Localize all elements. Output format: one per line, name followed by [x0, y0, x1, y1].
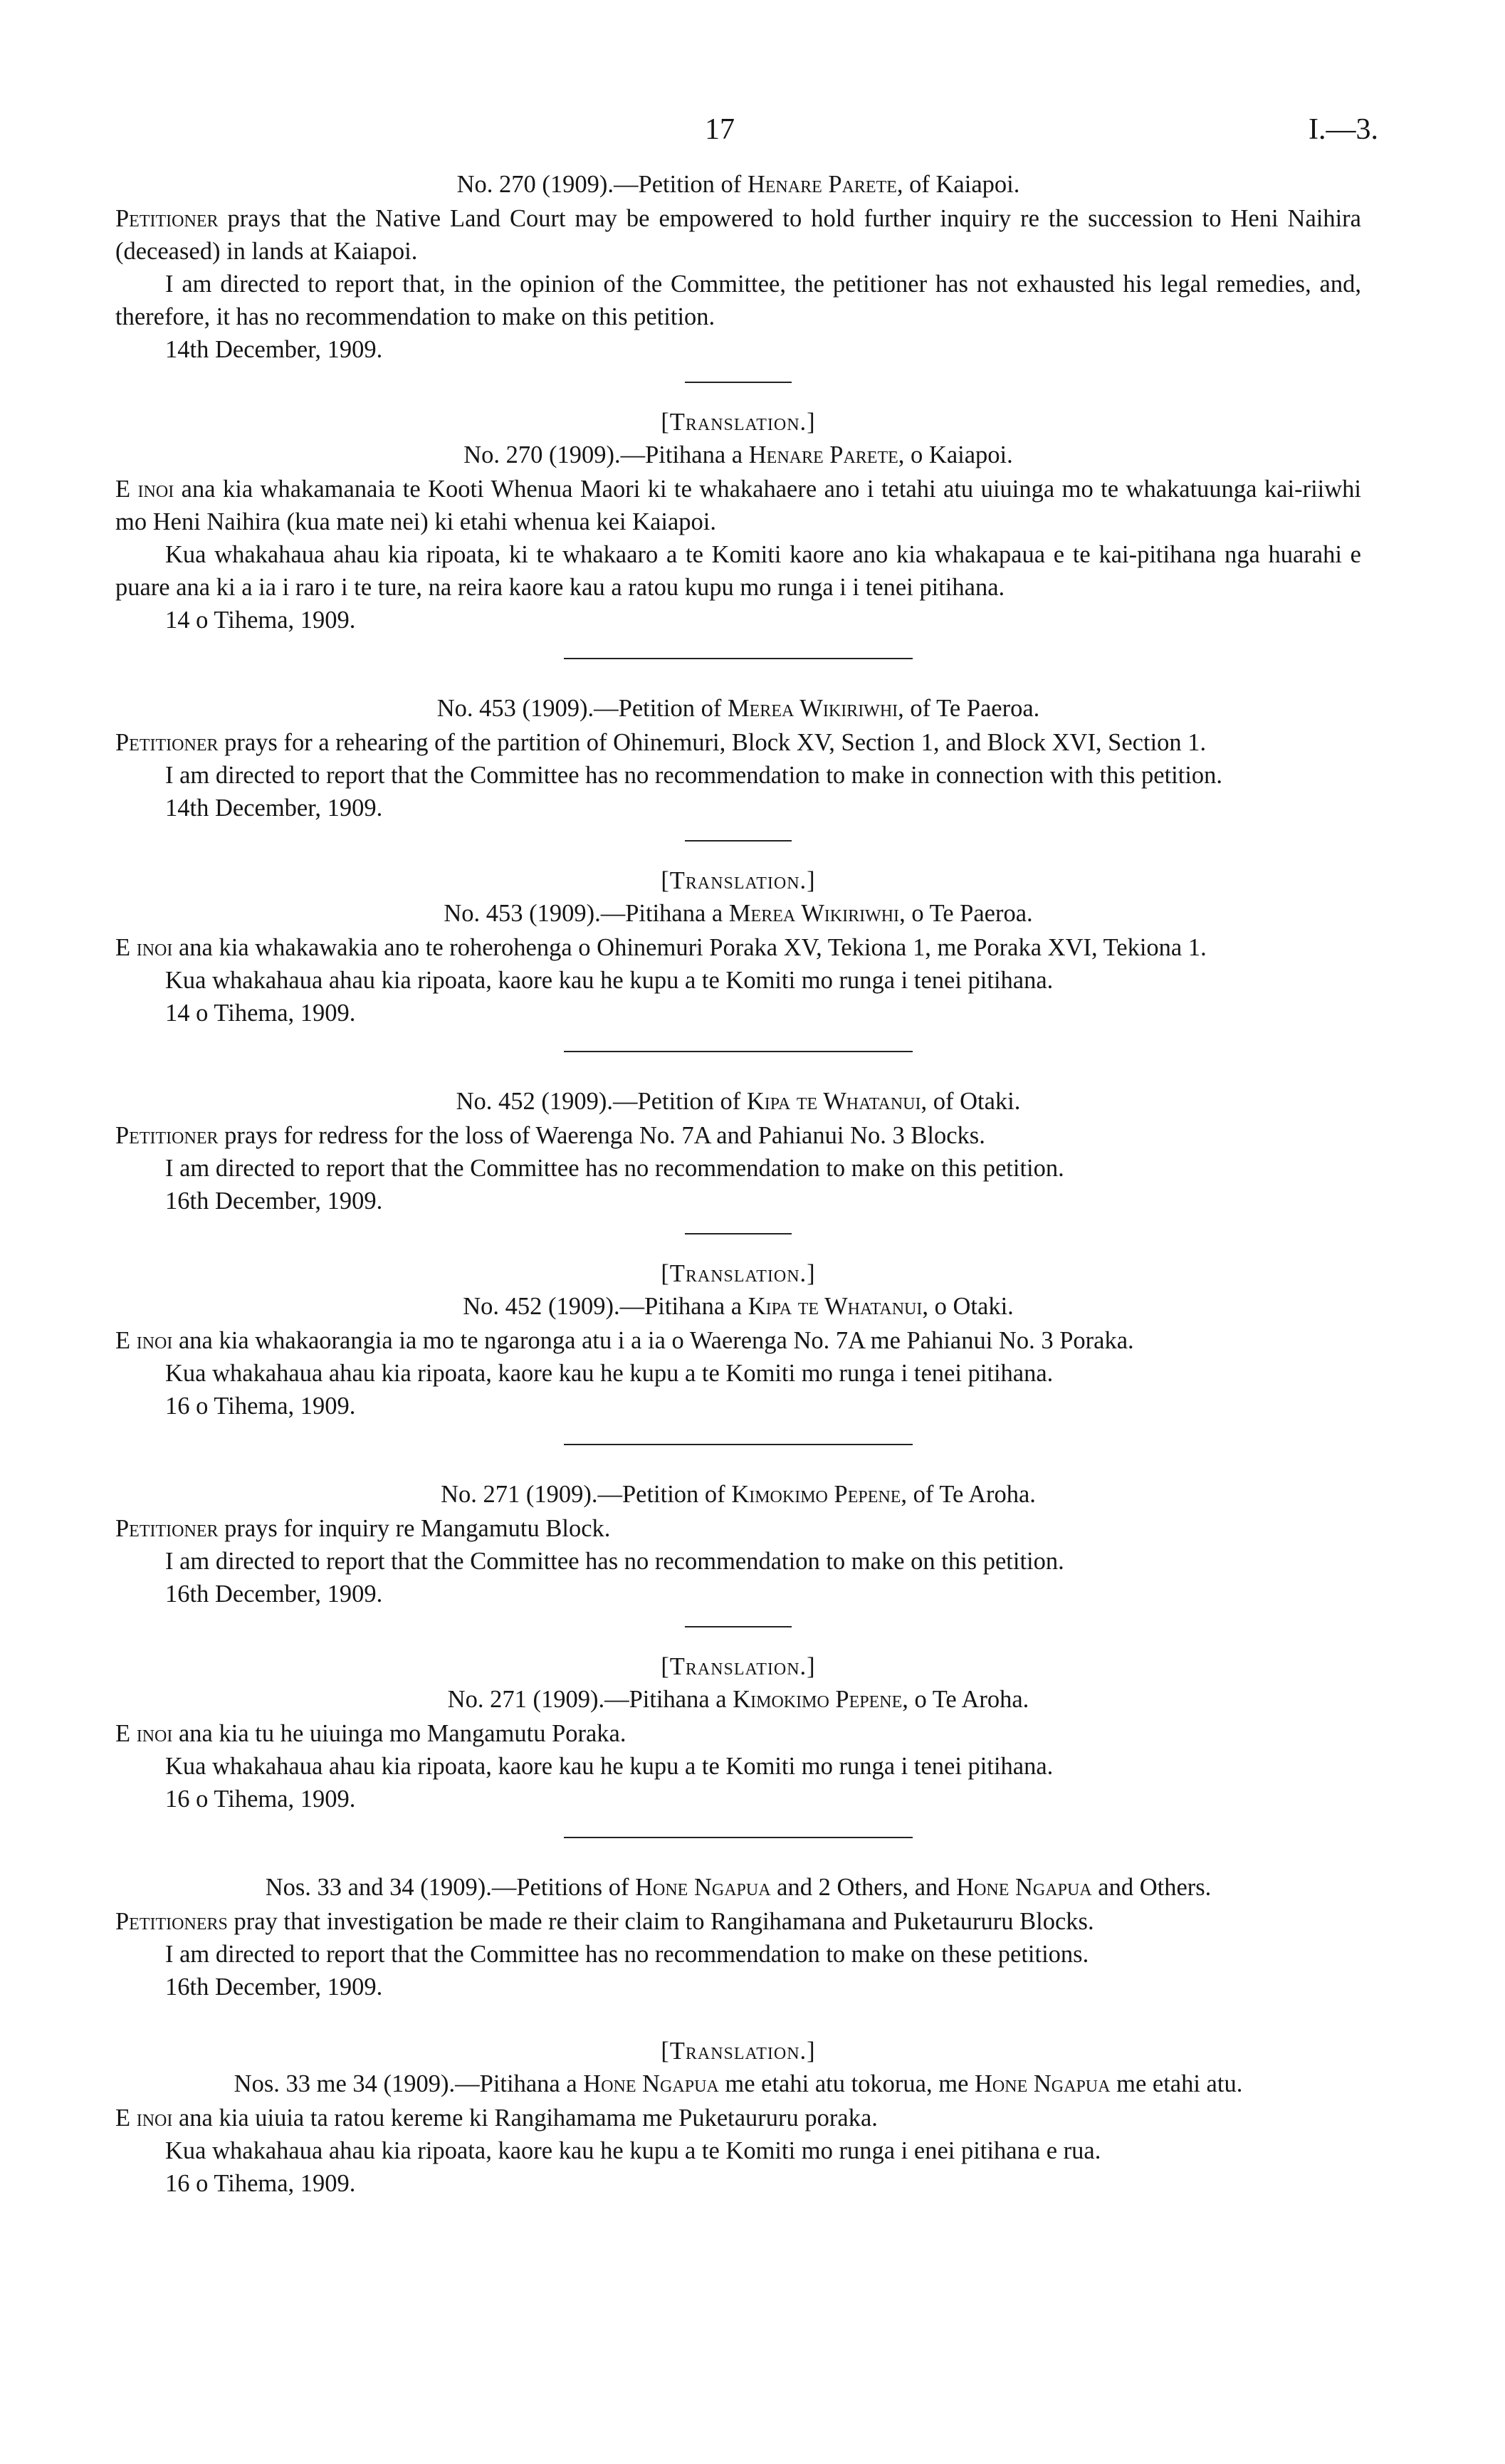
petition-title: [115, 1871, 1361, 1904]
petitioner-name: Kipa te Whatanui: [748, 1293, 923, 1320]
petition-section: [115, 692, 1361, 1052]
report-date: 14th December, 1909.: [165, 336, 383, 363]
translation-report: Kua whakahaua ahau kia ripoata, ki te whakaaro a te Komiti kaore ano kia whakapaua e te kai-pitihana nga huarahi e puare ana ki a ia i raro i te ture, na reira kaore kau a ratou kupu mo runga i i tenei pitihana.: [115, 541, 1361, 601]
petition-title: [115, 1085, 1361, 1118]
title-text: , of Kaiapoi.: [896, 171, 1020, 198]
translation-prayer: [115, 931, 1361, 964]
translation-label: [Translation.]: [661, 1653, 816, 1680]
prayer-text: ana kia uiuia ta ratou kereme ki Rangihamama me Puketaururu poraka.: [172, 2104, 878, 2132]
section-divider: [564, 1837, 913, 1838]
prayer-text: prays for a rehearing of the partition of Ohinemuri, Block XV, Section 1, and Block XVI, Section 1.: [218, 729, 1207, 756]
translation-title: [115, 2067, 1361, 2100]
page-content: [115, 168, 1361, 2200]
title-text: , o Te Paeroa.: [899, 900, 1033, 927]
section-divider: [564, 1444, 913, 1445]
petitioner-name: Hone Ngapua: [635, 1874, 771, 1901]
section-divider: [564, 658, 913, 659]
petitioner-name: Merea Wikiriwhi: [727, 695, 898, 722]
petition-prayer: [115, 1512, 1361, 1545]
prayer-text: ana kia whakawakia ano te roherohenga o Ohinemuri Poraka XV, Tekiona 1, me Poraka XVI, Tekiona 1.: [172, 934, 1207, 961]
translation-prayer: [115, 1324, 1361, 1357]
prayer-lead: E inoi: [115, 2104, 173, 2132]
translation-title: [115, 439, 1361, 471]
petitioner-name: Hone Ngapua: [975, 2070, 1111, 2097]
document-reference: I.—3.: [1309, 113, 1378, 146]
committee-report: I am directed to report that, in the opinion of the Committee, the petitioner has not exhausted his legal remedies, and, therefore, it has no recommendation to make on this petition.: [115, 271, 1361, 330]
petition-title: [115, 1478, 1361, 1511]
title-text: Nos. 33 and 34 (1909).—Petitions of: [265, 1874, 636, 1901]
petitioner-name: Kimokimo Pepene: [733, 1686, 903, 1713]
prayer-text: ana kia whakamanaia te Kooti Whenua Maori ki te whakahaere ano i tetahi atu uiuinga mo te whakatuunga kai-riiwhi mo Heni Naihira (kua mate nei) ki etahi whenua kei Kaiapoi.: [115, 476, 1361, 535]
title-text: No. 271 (1909).—Pitihana a: [447, 1686, 733, 1713]
petition-prayer: [115, 1905, 1361, 1938]
divider: [685, 1233, 792, 1234]
translation-label: [Translation.]: [661, 2038, 816, 2065]
title-text: No. 452 (1909).—Pitihana a: [463, 1293, 748, 1320]
title-text: , o Te Aroha.: [902, 1686, 1029, 1713]
translation-title: [115, 897, 1361, 930]
translation-report: Kua whakahaua ahau kia ripoata, kaore kau he kupu a te Komiti mo runga i tenei pitihana.: [165, 967, 1054, 994]
title-text: , o Otaki.: [922, 1293, 1014, 1320]
prayer-text: ana kia whakaorangia ia mo te ngaronga atu i a ia o Waerenga No. 7A me Pahianui No. 3 Poraka.: [172, 1327, 1134, 1354]
translation-date: 16 o Tihema, 1909.: [165, 1393, 356, 1420]
translation-label: [Translation.]: [661, 867, 816, 894]
prayer-lead: E inoi: [115, 1720, 173, 1747]
title-text: and 2 Others, and: [770, 1874, 957, 1901]
prayer-text: prays for redress for the loss of Waerenga No. 7A and Pahianui No. 3 Blocks.: [218, 1122, 985, 1149]
committee-report: I am directed to report that the Committee has no recommendation to make on these petitions.: [165, 1941, 1089, 1968]
title-text: No. 270 (1909).—Petition of: [456, 171, 748, 198]
translation-report: Kua whakahaua ahau kia ripoata, kaore kau he kupu a te Komiti mo runga i tenei pitihana.: [165, 1360, 1054, 1387]
title-text: , of Te Paeroa.: [898, 695, 1040, 722]
page-header: [0, 0, 1505, 164]
petitioner-name: Kipa te Whatanui: [746, 1088, 921, 1115]
translation-label: [Translation.]: [661, 1260, 816, 1287]
committee-report: I am directed to report that the Committee has no recommendation to make in connection with this petition.: [165, 762, 1223, 789]
translation-prayer: [115, 1717, 1361, 1750]
committee-report: I am directed to report that the Committee has no recommendation to make on this petition.: [165, 1548, 1064, 1575]
petition-prayer: [115, 1119, 1361, 1152]
petitioner-name: Hone Ngapua: [956, 1874, 1092, 1901]
translation-date: 14 o Tihema, 1909.: [165, 1000, 356, 1027]
translation-label: [Translation.]: [661, 409, 816, 436]
prayer-lead: E inoi: [115, 476, 174, 503]
prayer-lead: Petitioners: [115, 1908, 228, 1935]
prayer-lead: Petitioner: [115, 1122, 219, 1149]
committee-report: I am directed to report that the Committee has no recommendation to make on this petition.: [165, 1155, 1064, 1182]
divider: [685, 382, 792, 383]
translation-date: 16 o Tihema, 1909.: [165, 2170, 356, 2197]
prayer-lead: Petitioner: [115, 205, 219, 232]
petition-section: [115, 1085, 1361, 1445]
prayer-text: prays that the Native Land Court may be empowered to hold further inquiry re the succession to Heni Naihira (deceased) in lands at Kaiapoi.: [115, 205, 1361, 265]
prayer-text: pray that investigation be made re their claim to Rangihamana and Puketaururu Blocks.: [227, 1908, 1094, 1935]
title-text: Nos. 33 me 34 (1909).—Pitihana a: [234, 2070, 584, 2097]
translation-report: Kua whakahaua ahau kia ripoata, kaore kau he kupu a te Komiti mo runga i tenei pitihana.: [165, 1753, 1054, 1780]
petition-section: [115, 168, 1361, 659]
title-text: me etahi atu tokorua, me: [718, 2070, 975, 2097]
translation-title: [115, 1290, 1361, 1323]
title-text: , o Kaiapoi.: [898, 441, 1013, 468]
petitioner-name: Hone Ngapua: [583, 2070, 719, 2097]
prayer-text: prays for inquiry re Mangamutu Block.: [218, 1515, 611, 1542]
prayer-lead: E inoi: [115, 934, 173, 961]
petition-prayer: [115, 202, 1361, 268]
petition-section: [115, 1478, 1361, 1838]
title-text: , of Otaki.: [921, 1088, 1021, 1115]
title-text: No. 270 (1909).—Pitihana a: [463, 441, 749, 468]
translation-date: 16 o Tihema, 1909.: [165, 1786, 356, 1813]
petition-title: [115, 692, 1361, 725]
prayer-lead: Petitioner: [115, 729, 219, 756]
title-text: and Others.: [1091, 1874, 1212, 1901]
prayer-text: ana kia tu he uiuinga mo Mangamutu Poraka.: [172, 1720, 626, 1747]
report-date: 16th December, 1909.: [165, 1188, 383, 1215]
petition-title: [115, 168, 1361, 201]
prayer-lead: Petitioner: [115, 1515, 219, 1542]
petition-prayer: [115, 726, 1361, 759]
report-date: 16th December, 1909.: [165, 1580, 383, 1608]
translation-prayer: [115, 2102, 1361, 2134]
prayer-lead: E inoi: [115, 1327, 173, 1354]
section-divider: [564, 1051, 913, 1052]
petitioner-name: Merea Wikiriwhi: [728, 900, 900, 927]
translation-date: 14 o Tihema, 1909.: [165, 607, 356, 634]
petitioner-name: Kimokimo Pepene: [731, 1481, 901, 1508]
petitioner-name: Henare Parete: [747, 171, 897, 198]
petition-section: [115, 1871, 1361, 2200]
translation-title: [115, 1683, 1361, 1716]
title-text: No. 453 (1909).—Petition of: [436, 695, 728, 722]
page-number: 17: [705, 113, 735, 146]
title-text: No. 271 (1909).—Petition of: [441, 1481, 732, 1508]
translation-prayer: [115, 473, 1361, 538]
divider: [685, 840, 792, 842]
title-text: me etahi atu.: [1110, 2070, 1243, 2097]
translation-report: Kua whakahaua ahau kia ripoata, kaore kau he kupu a te Komiti mo runga i enei pitihana e rua.: [165, 2137, 1101, 2164]
petitioner-name: Henare Parete: [748, 441, 898, 468]
report-date: 16th December, 1909.: [165, 1973, 383, 2001]
title-text: No. 453 (1909).—Pitihana a: [444, 900, 729, 927]
title-text: No. 452 (1909).—Petition of: [456, 1088, 747, 1115]
report-date: 14th December, 1909.: [165, 795, 383, 822]
divider: [685, 1626, 792, 1627]
title-text: , of Te Aroha.: [901, 1481, 1036, 1508]
